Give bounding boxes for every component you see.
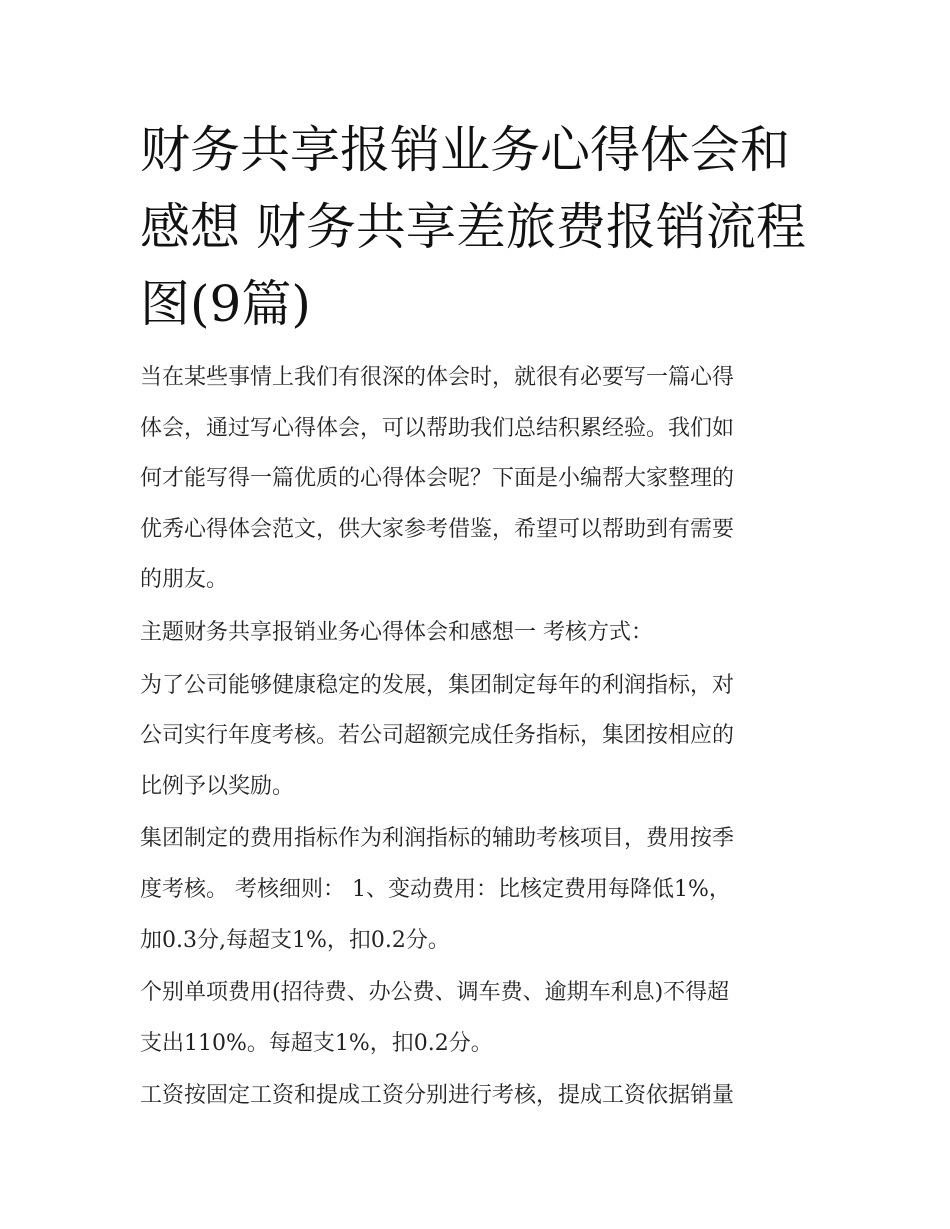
assessment-paragraph	[140, 661, 812, 813]
text-line: 集团制定的费用指标作为利润指标的辅助考核项目，费用按季	[140, 826, 735, 852]
document-body	[140, 353, 812, 1122]
text-line: 为了公司能够健康稳定的发展，集团制定每年的利润指标，对	[140, 672, 735, 698]
text-line: 何才能写得一篇优质的心得体会呢？下面是小编帮大家整理的	[140, 466, 735, 492]
title-line: 财务共享报销业务心得体会和	[140, 121, 790, 179]
text-line: 加0.3分,每超支1%，扣0.2分。	[140, 927, 450, 953]
single-item-expense-paragraph	[140, 968, 812, 1069]
title-line: 感想 财务共享差旅费报销流程	[140, 198, 806, 256]
text-line: 工资按固定工资和提成工资分别进行考核，提成工资依据销量	[140, 1083, 735, 1109]
salary-paragraph	[140, 1071, 812, 1122]
text-line: 主题财务共享报销业务心得体会和感想一 考核方式：	[140, 619, 653, 645]
text-line: 个别单项费用(招待费、办公费、调车费、逾期车利息)不得超	[140, 980, 730, 1006]
text-line: 的朋友。	[140, 567, 229, 593]
text-line: 支出110%。每超支1%，扣0.2分。	[140, 1030, 493, 1056]
document-title	[140, 112, 812, 343]
section-heading-paragraph	[140, 608, 812, 659]
text-line: 优秀心得体会范文，供大家参考借鉴，希望可以帮助到有需要	[140, 516, 735, 542]
text-line: 度考核。 考核细则： 1、变动费用：比核定费用每降低1%，	[140, 876, 731, 902]
document-content	[140, 112, 812, 1124]
text-line: 当在某些事情上我们有很深的体会时，就很有必要写一篇心得	[140, 365, 735, 390]
title-line: 图(9篇)	[140, 275, 311, 333]
text-line: 公司实行年度考核。若公司超额完成任务指标，集团按相应的	[140, 723, 735, 749]
expense-paragraph	[140, 814, 812, 966]
text-line: 比例予以奖励。	[140, 773, 295, 799]
intro-paragraph	[140, 353, 812, 606]
text-line: 体会，通过写心得体会，可以帮助我们总结积累经验。我们如	[140, 415, 735, 441]
